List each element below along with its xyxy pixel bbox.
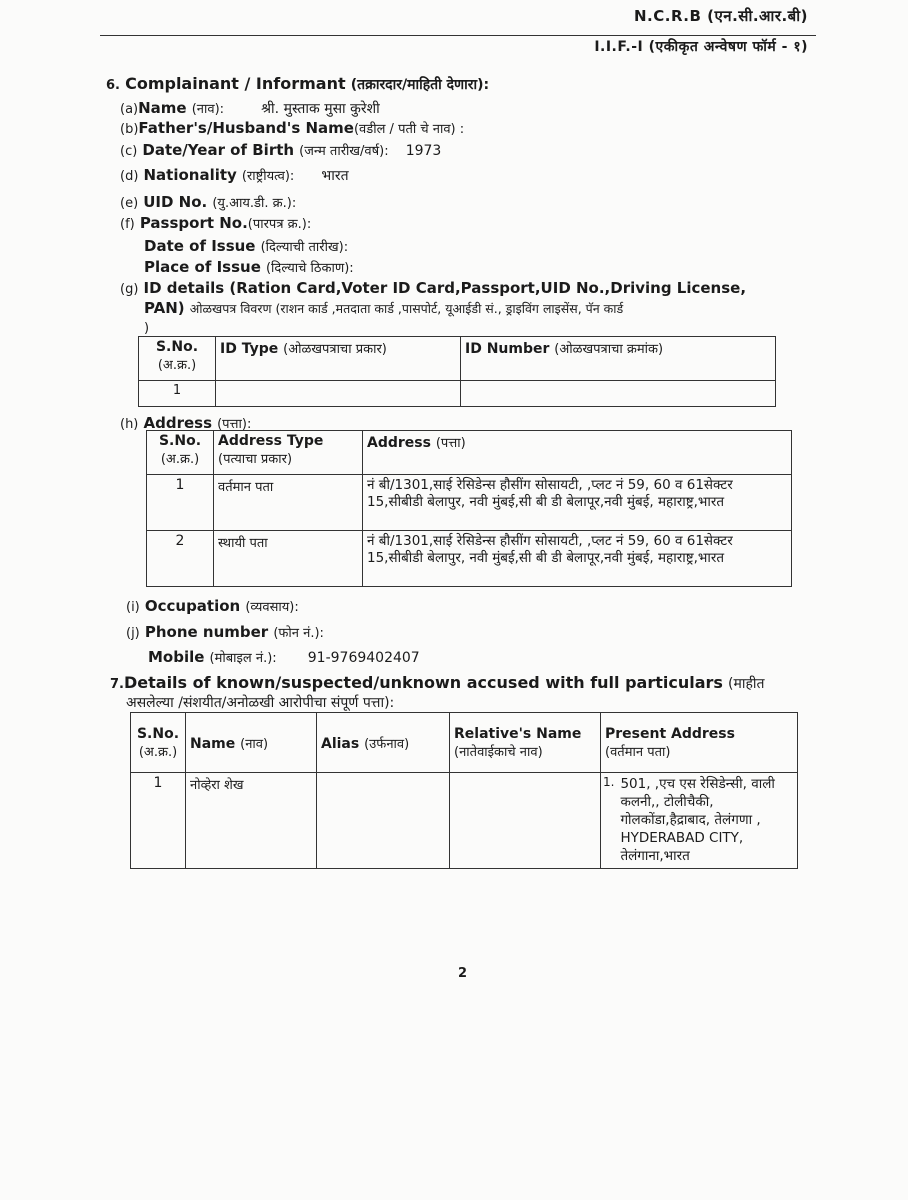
id-col-number: ID Number (ओळखपत्राचा क्रमांक) — [461, 337, 776, 381]
acc-col-sno: S.No. (अ.क्र.) — [131, 713, 186, 773]
id-details-label: (g) ID details (Ration Card,Voter ID Card,Passport,UID No.,Driving License, — [120, 279, 747, 297]
phone-row: (j) Phone number (फोन नं.): — [126, 623, 324, 641]
section6-heading: 6. Complainant / Informant (तक्रारदार/माहिती देणारा): — [106, 74, 490, 93]
permanent-address: नं बी/1301,साई रेसिडेन्स हौसींग सोसायटी, ,प्लट नं 59, 60 व 61सेक्टर 15,सीबीडी बेलापुर, नवी मुंबई,सी बी डी बेलापूर,नवी मुंबई, महाराष्ट्र,भारत — [363, 531, 792, 587]
table-row: 1 — [139, 381, 776, 407]
acc-col-name: Name (नाव) — [186, 713, 317, 773]
mobile-row: Mobile (मोबाइल नं.): 91-9769402407 — [148, 648, 420, 666]
acc-col-alias: Alias (उर्फनाव) — [317, 713, 450, 773]
table-row: 1 नोव्हेरा शेख 1. 501, ,एच एस रेसिडेन्सी, वाली कलनी,, टोलीचैकी, गोलकोंडा,हैद्राबाद, तेलंगणा , HYDERABAD CITY, तेलंगाना,भारत — [131, 773, 798, 869]
present-address: नं बी/1301,साई रेसिडेन्स हौसींग सोसायटी, ,प्लट नं 59, 60 व 61सेक्टर 15,सीबीडी बेलापुर, नवी मुंबई,सी बी डी बेलापूर,नवी मुंबई, महाराष्ट्र,भारत — [363, 475, 792, 531]
father-name-row: (b)Father's/Husband's Name(वडील / पती चे नाव) : — [120, 119, 465, 137]
uid-row: (e) UID No. (यु.आय.डी. क्र.): — [120, 193, 297, 211]
place-of-issue-row: Place of Issue (दिल्याचे ठिकाण): — [144, 258, 354, 276]
address-table — [146, 430, 792, 587]
id-details-table — [138, 336, 776, 407]
mobile-value: 91-9769402407 — [307, 650, 420, 666]
accused-name: नोव्हेरा शेख — [186, 773, 317, 869]
nationality-value: भारत — [321, 168, 349, 184]
id-col-type: ID Type (ओळखपत्राचा प्रकार) — [216, 337, 461, 381]
nationality-row: (d) Nationality (राष्ट्रीयत्व): भारत — [120, 166, 349, 184]
section7-heading: 7.Details of known/suspected/unknown accused with full particulars (माहीत — [110, 673, 765, 692]
complainant-name: श्री. मुस्ताक मुसा कुरेशी — [261, 101, 380, 117]
id-col-sno: S.No. (अ.क्र.) — [139, 337, 216, 381]
addr-col-address: Address (पत्ता) — [363, 431, 792, 475]
occupation-row: (i) Occupation (व्यवसाय): — [126, 597, 299, 615]
name-row: (a)Name (नाव): श्री. मुस्ताक मुसा कुरेशी — [120, 99, 380, 117]
dob-row: (c) Date/Year of Birth (जन्म तारीख/वर्ष): 1973 — [120, 141, 442, 159]
address-label: (h) Address (पत्ता): — [120, 414, 252, 432]
date-of-issue-row: Date of Issue (दिल्याची तारीख): — [144, 237, 349, 255]
passport-row: (f) Passport No.(पारपत्र क्र.): — [120, 214, 312, 232]
id-details-label-line2: PAN) ओळखपत्र विवरण (राशन कार्ड ,मतदाता कार्ड ,पासपोर्ट, यूआईडी सं., ड्राइविंग लाइसेंस, पॅन कार्ड — [144, 299, 624, 317]
table-row: 2 स्थायी पता नं बी/1301,साई रेसिडेन्स हौसींग सोसायटी, ,प्लट नं 59, 60 व 61सेक्टर 15,सीबीडी बेलापुर, नवी मुंबई,सी बी डी बेलापूर,नवी मुंबई, महाराष्ट्र,भारत — [147, 531, 792, 587]
id-details-close: ) — [144, 321, 150, 336]
dob-value: 1973 — [405, 143, 442, 159]
table-row: 1 वर्तमान पता नं बी/1301,साई रेसिडेन्स हौसींग सोसायटी, ,प्लट नं 59, 60 व 61सेक्टर 15,सीबीडी बेलापुर, नवी मुंबई,सी बी डी बेलापूर,नवी मुंबई, महाराष्ट्र,भारत — [147, 475, 792, 531]
header-divider — [100, 35, 816, 36]
acc-col-address: Present Address (वर्तमान पता) — [601, 713, 798, 773]
acc-col-relative: Relative's Name (नातेवाईकाचे नाव) — [450, 713, 601, 773]
header-form: I.I.F.-I (एकीकृत अन्वेषण फॉर्म - १) — [594, 39, 808, 55]
accused-table — [130, 712, 798, 869]
addr-col-type: Address Type (पत्याचा प्रकार) — [214, 431, 363, 475]
addr-col-sno: S.No. (अ.क्र.) — [147, 431, 214, 475]
page-number: 2 — [458, 966, 468, 981]
header-org: N.C.R.B (एन.सी.आर.बी) — [633, 7, 808, 25]
accused-address-item: 1. 501, ,एच एस रेसिडेन्सी, वाली कलनी,, टोलीचैकी, गोलकोंडा,हैद्राबाद, तेलंगणा , HYDERABAD CITY, तेलंगाना,भारत — [603, 775, 789, 865]
accused-address: 501, ,एच एस रेसिडेन्सी, वाली कलनी,, टोलीचैकी, गोलकोंडा,हैद्राबाद, तेलंगणा , HYDERABAD CITY, तेलंगाना,भारत — [620, 776, 775, 864]
section7-heading-line2: असलेल्या /संशयीत/अनोळखी आरोपीचा संपूर्ण पत्ता): — [126, 695, 395, 711]
